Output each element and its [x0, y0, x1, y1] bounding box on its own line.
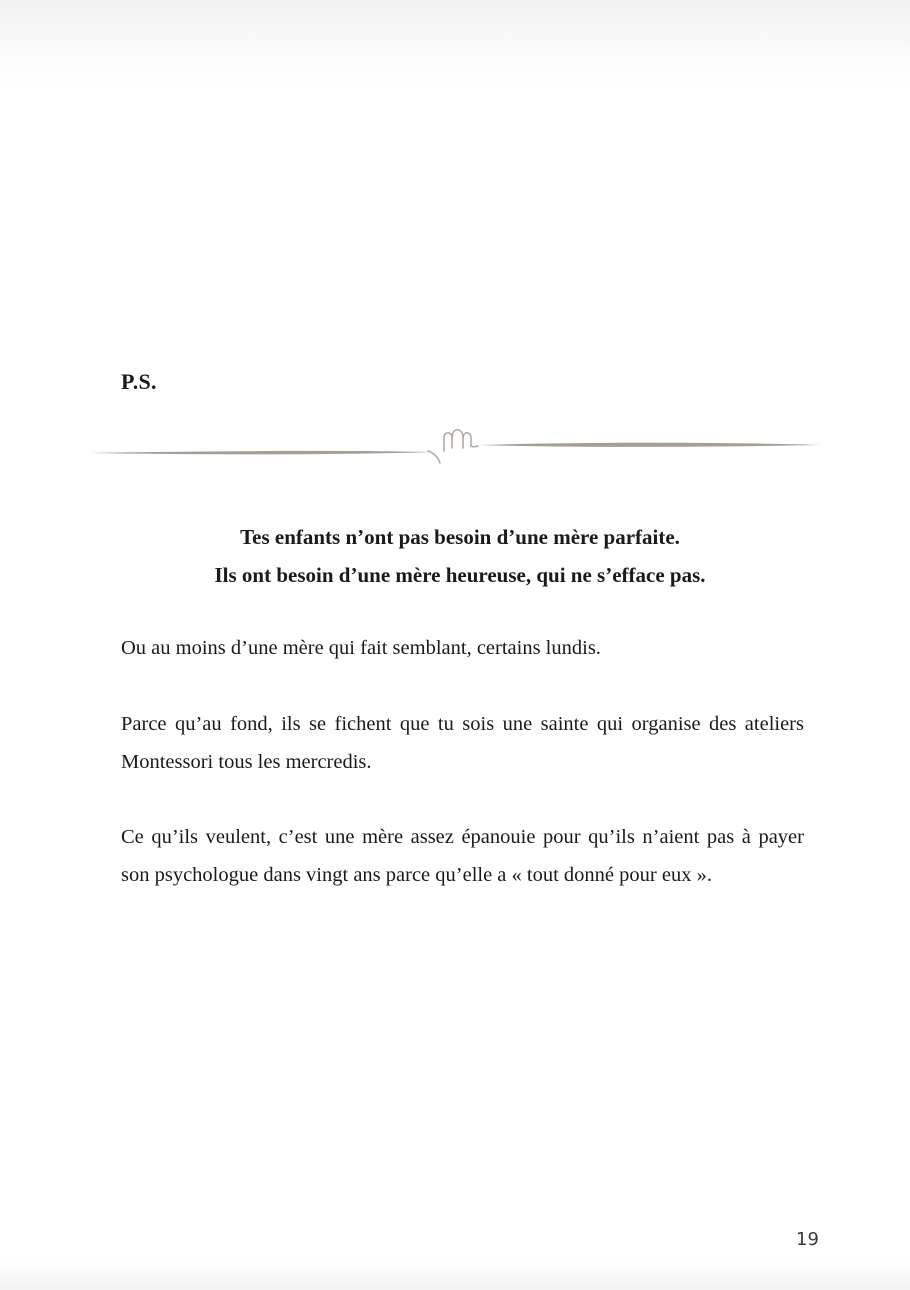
quote-line: Tes enfants n’ont pas besoin d’une mère parfaite. — [240, 525, 680, 549]
page-bottom-shadow — [0, 1260, 910, 1290]
body-paragraph: Ce qu’ils veulent, c’est une mère assez épanouie pour qu’ils n’aient pas à payer son psychologue dans vingt ans parce qu’elle a « tout donné pour eux ». — [121, 826, 804, 886]
quote-line: Ils ont besoin d’une mère heureuse, qui ne s’efface pas. — [214, 563, 706, 587]
body-paragraph: Parce qu’au fond, ils se fichent que tu sois une sainte qui organise des ateliers Montessori tous les mercredis. — [121, 713, 804, 773]
divider-flourish-icon — [428, 430, 478, 463]
section-heading: P.S. — [121, 369, 157, 394]
body-paragraph: Ou au moins d’une mère qui fait semblant, certains lundis. — [121, 637, 601, 659]
page-number: 19 — [796, 1229, 819, 1250]
page-top-shadow — [0, 0, 910, 90]
highlighted-quote — [90, 518, 830, 594]
divider-right-rule — [478, 443, 822, 447]
divider-left-rule — [90, 451, 433, 454]
ornamental-divider — [88, 418, 824, 468]
